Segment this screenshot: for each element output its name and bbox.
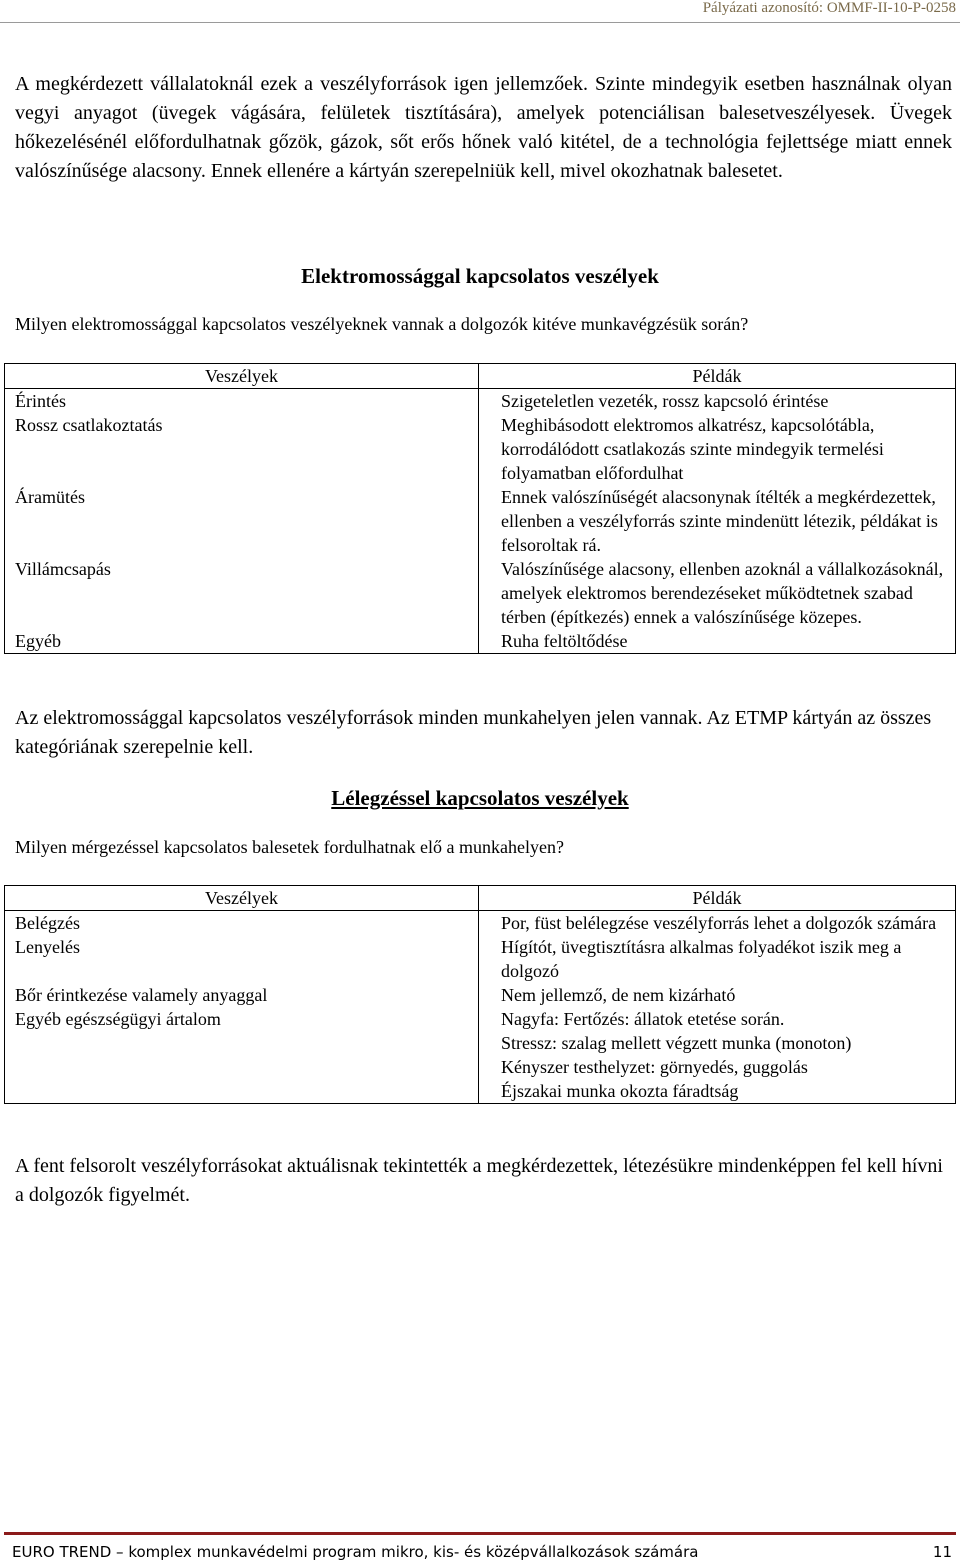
section-electric-question: Milyen elektromossággal kapcsolatos veszélyeknek vannak a dolgozók kitéve munkavégzésük során? — [15, 314, 749, 334]
example-line: Kényszer testhelyzet: görnyedés, guggolás — [501, 1057, 808, 1077]
breathing-hazards-table — [4, 885, 956, 1104]
electric-hazards-table — [4, 363, 956, 654]
hazard-cell: Villámcsapás — [5, 557, 479, 629]
page-header — [0, 0, 960, 23]
project-id: Pályázati azonosító: OMMF-II-10-P-0258 — [702, 0, 956, 16]
footer-text: EURO TREND – komplex munkavédelmi program mikro, kis- és középvállalkozások számára — [12, 1543, 699, 1561]
example-cell: Nem jellemző, de nem kizárható — [479, 983, 956, 1007]
col-header-hazards: Veszélyek — [5, 886, 479, 911]
hazard-cell: Érintés — [5, 389, 479, 414]
hazard-cell: Áramütés — [5, 485, 479, 557]
page-footer — [4, 1532, 956, 1567]
section-breathing-question: Milyen mérgezéssel kapcsolatos balesetek fordulhatnak elő a munkahelyen? — [15, 837, 564, 857]
example-cell: Hígítót, üvegtisztításra alkalmas folyadékot iszik meg a dolgozó — [479, 935, 956, 983]
example-cell — [479, 1007, 956, 1104]
example-cell: Ennek valószínűségét alacsonynak ítélték a megkérdezettek, ellenben a veszélyforrás szinte mindenütt létezik, példákat is felsoroltak rá. — [479, 485, 956, 557]
example-cell: Por, füst belélegzése veszélyforrás lehet a dolgozók számára — [479, 911, 956, 936]
example-cell: Meghibásodott elektromos alkatrész, kapcsolótábla, korrodálódott csatlakozás szinte mindegyik termelési folyamatban előfordulhat — [479, 413, 956, 485]
example-cell: Valószínűsége alacsony, ellenben azoknál a vállalkozásoknál, amelyek elektromos berendezéseket működtetnek szabad térben (építkezés) ennek a valószínűsége közepes. — [479, 557, 956, 629]
page-number: 11 — [932, 1543, 952, 1561]
col-header-examples: Példák — [479, 886, 956, 911]
example-line: Nagyfa: Fertőzés: állatok etetése során. — [501, 1009, 785, 1029]
example-cell: Ruha feltöltődése — [479, 629, 956, 654]
example-cell: Szigeteletlen vezeték, rossz kapcsoló érintése — [479, 389, 956, 414]
example-line: Éjszakai munka okozta fáradtság — [501, 1081, 739, 1101]
hazard-cell: Egyéb — [5, 629, 479, 654]
hazard-cell: Bőr érintkezése valamely anyaggal — [5, 983, 479, 1007]
hazard-cell: Rossz csatlakoztatás — [5, 413, 479, 485]
hazard-cell: Belégzés — [5, 911, 479, 936]
hazard-cell: Lenyelés — [5, 935, 479, 983]
hazard-cell: Egyéb egészségügyi ártalom — [5, 1007, 479, 1104]
section-breathing-summary: A fent felsorolt veszélyforrásokat aktuálisnak tekintették a megkérdezettek, létezésükre mindenképpen fel kell hívni a dolgozók figyelmét. — [15, 1155, 943, 1206]
section-electric-summary: Az elektromossággal kapcsolatos veszélyforrások minden munkahelyen jelen vannak. Az ETMP kártyán az összes kategóriának szerepelnie kell. — [15, 707, 932, 758]
section-breathing-title: Lélegzéssel kapcsolatos veszélyek — [331, 786, 629, 810]
section-electric-title: Elektromossággal kapcsolatos veszélyek — [301, 264, 659, 288]
col-header-hazards: Veszélyek — [5, 364, 479, 389]
col-header-examples: Példák — [479, 364, 956, 389]
example-line: Stressz: szalag mellett végzett munka (monoton) — [501, 1033, 852, 1053]
intro-paragraph: A megkérdezett vállalatoknál ezek a veszélyforrások igen jellemzőek. Szinte mindegyik esetben használnak olyan vegyi anyagot (üvegek vágására, felületek tisztítására), amelyek potenciálisan balesetveszélyesek. Üvegek hőkezelésénél előfordulhatnak gőzök, gázok, sőt erős hőnek való kitétel, de a technológia fejlettsége miatt ennek valószínűsége alacsony. Ennek ellenére a kártyán szerepelniük kell, mivel okozhatnak balesetet. — [15, 73, 952, 182]
